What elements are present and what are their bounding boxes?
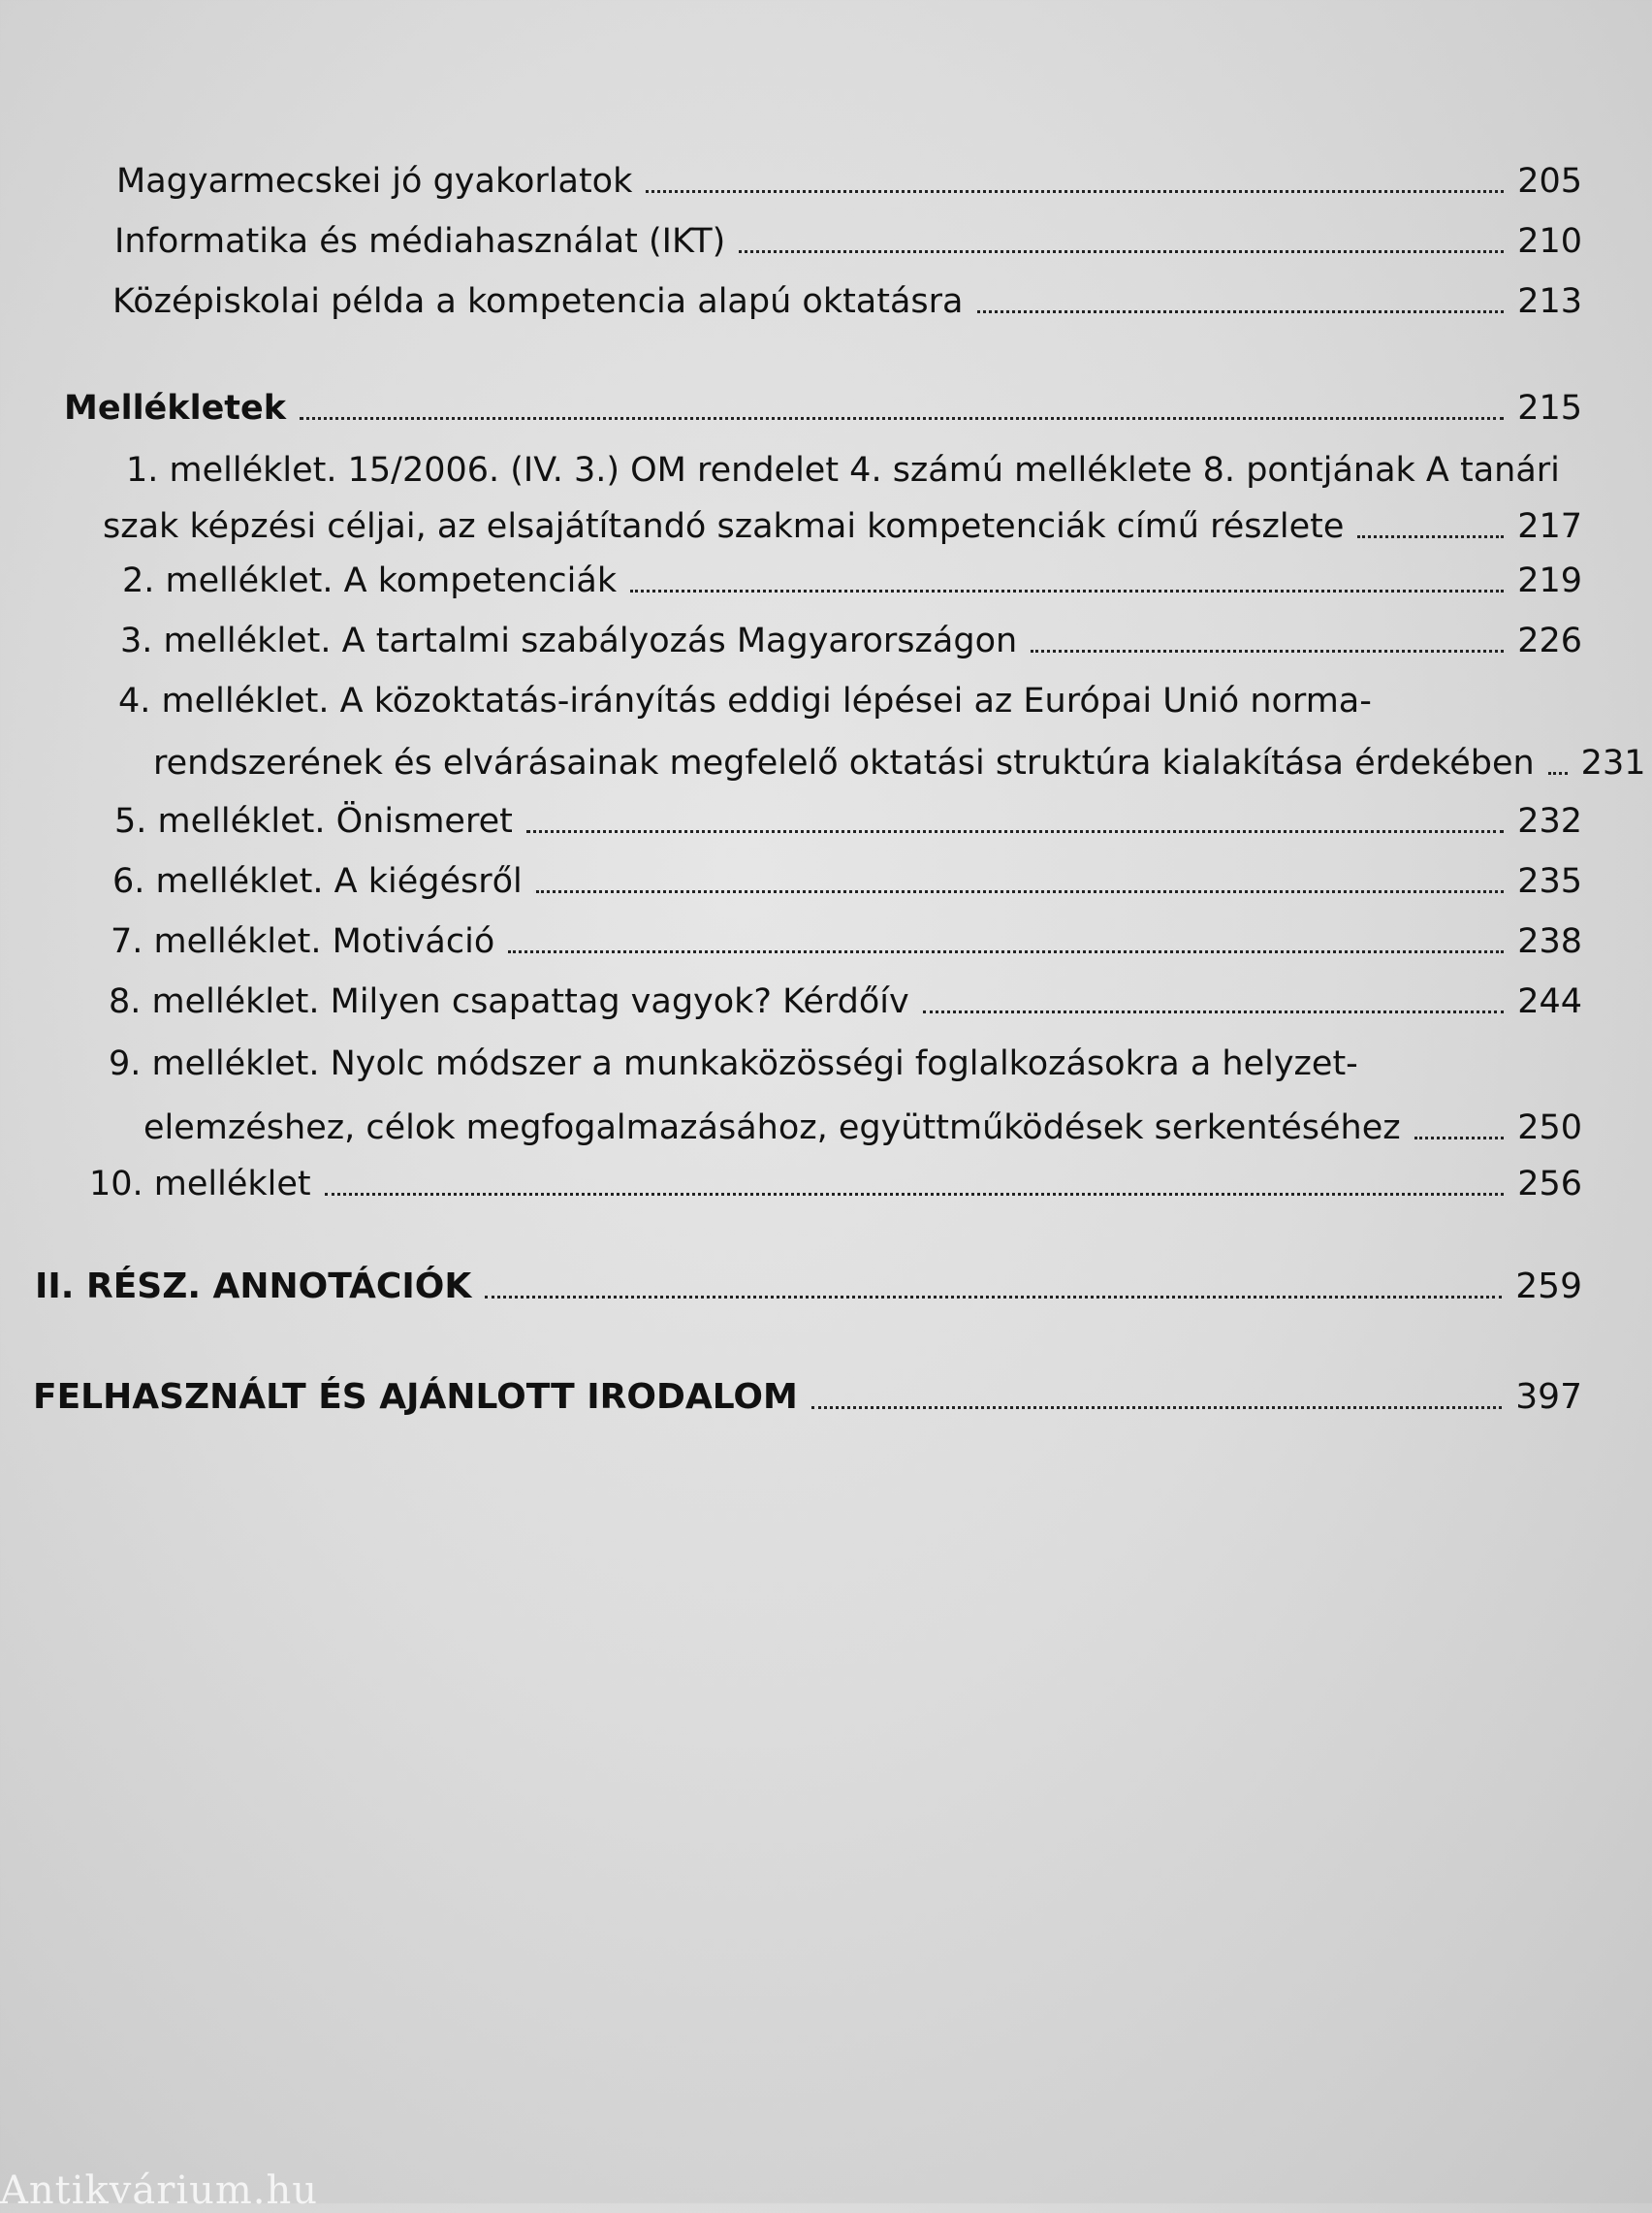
toc-entry [112, 861, 1582, 902]
toc-entry-page: 259 [1515, 1267, 1582, 1306]
toc-entry [122, 561, 1582, 601]
leader-dots [630, 590, 1504, 593]
toc-entry-page: 238 [1517, 922, 1582, 961]
leader-dots [508, 950, 1504, 953]
toc-entry-page: 231 [1580, 744, 1646, 783]
leader-dots [1031, 650, 1504, 653]
toc-section-heading [64, 388, 1582, 429]
toc-entry [120, 621, 1582, 661]
toc-entry-title: II. RÉSZ. ANNOTÁCIÓK [35, 1267, 472, 1306]
toc-entry-title: 7. melléklet. Motiváció [111, 922, 495, 961]
toc-entry-title: 5. melléklet. Önismeret [114, 802, 513, 841]
leader-dots [526, 830, 1504, 833]
toc-entry-page: 205 [1517, 162, 1582, 201]
toc-entry [153, 743, 1646, 784]
toc-entry-page: 215 [1517, 389, 1582, 428]
toc-entry-page: 235 [1517, 862, 1582, 901]
leader-dots [536, 890, 1504, 893]
leader-dots [739, 250, 1504, 253]
toc-entry-page: 213 [1517, 282, 1582, 321]
toc-entry-page: 217 [1517, 507, 1582, 546]
toc-entry-title: Középiskolai példa a kompetencia alapú oktatásra [112, 282, 964, 321]
toc-entry-title: Informatika és médiahasználat (IKT) [114, 222, 726, 261]
toc-entry-page: 219 [1517, 561, 1582, 600]
toc-entry-first-line: 9. melléklet. Nyolc módszer a munkaközösségi foglalkozásokra a helyzet- [109, 1044, 1358, 1083]
toc-entry-title: 6. melléklet. A kiégésről [112, 862, 523, 901]
toc-entry-title: 10. melléklet [89, 1165, 311, 1203]
toc-entry-first-line: 4. melléklet. A közoktatás-irányítás eddigi lépései az Európai Unió norma- [118, 682, 1372, 721]
toc-entry-page: 256 [1517, 1165, 1582, 1203]
toc-part-heading [33, 1377, 1582, 1418]
toc-entry-title: 8. melléklet. Milyen csapattag vagyok? Kérdőív [109, 982, 909, 1021]
leader-dots [646, 190, 1504, 193]
toc-entry [89, 1164, 1582, 1204]
toc-entry [114, 801, 1582, 842]
toc-entry-title: szak képzési céljai, az elsajátítandó szakmai kompetenciák című részlete [103, 507, 1345, 546]
toc-part-heading [35, 1267, 1582, 1307]
leader-dots [325, 1193, 1505, 1196]
toc-entry-title: Mellékletek [64, 389, 287, 428]
toc-entry-title: 3. melléklet. A tartalmi szabályozás Magyarországon [120, 622, 1018, 660]
toc-entry-page: 244 [1517, 982, 1582, 1021]
leader-dots [923, 1010, 1504, 1013]
toc-entry-title: elemzéshez, célok megfogalmazásához, együttműködések serkentéséhez [143, 1108, 1401, 1147]
leader-dots [300, 417, 1504, 420]
toc-entry [103, 506, 1582, 547]
toc-entry-title: Magyarmecskei jó gyakorlatok [116, 162, 633, 201]
leader-dots [1548, 772, 1568, 775]
leader-dots [1414, 1137, 1505, 1139]
toc-entry-page: 232 [1517, 802, 1582, 841]
toc-entry [143, 1107, 1582, 1148]
leader-dots [811, 1406, 1502, 1409]
toc-entry [109, 981, 1582, 1022]
watermark: Antikvárium.hu [0, 2168, 319, 2213]
toc-entry-page: 226 [1517, 622, 1582, 660]
toc-entry-title: 2. melléklet. A kompetenciák [122, 561, 618, 600]
toc-entry [114, 221, 1582, 262]
toc-entry-title: rendszerének és elvárásainak megfelelő oktatási struktúra kialakítása érdekében [153, 744, 1535, 783]
toc-entry [111, 921, 1582, 962]
toc-entry-page: 397 [1515, 1377, 1582, 1417]
toc-entry-first-line: 1. melléklet. 15/2006. (IV. 3.) OM rendelet 4. számú melléklete 8. pontjának A tanári [126, 451, 1560, 490]
leader-dots [1357, 535, 1504, 538]
toc-entry-title: FELHASZNÁLT ÉS AJÁNLOTT IRODALOM [33, 1377, 798, 1417]
leader-dots [977, 310, 1505, 313]
leader-dots [485, 1296, 1502, 1299]
toc-entry [116, 161, 1582, 202]
toc-entry-page: 250 [1517, 1108, 1582, 1147]
toc-entry [112, 281, 1582, 322]
toc-entry-page: 210 [1517, 222, 1582, 261]
